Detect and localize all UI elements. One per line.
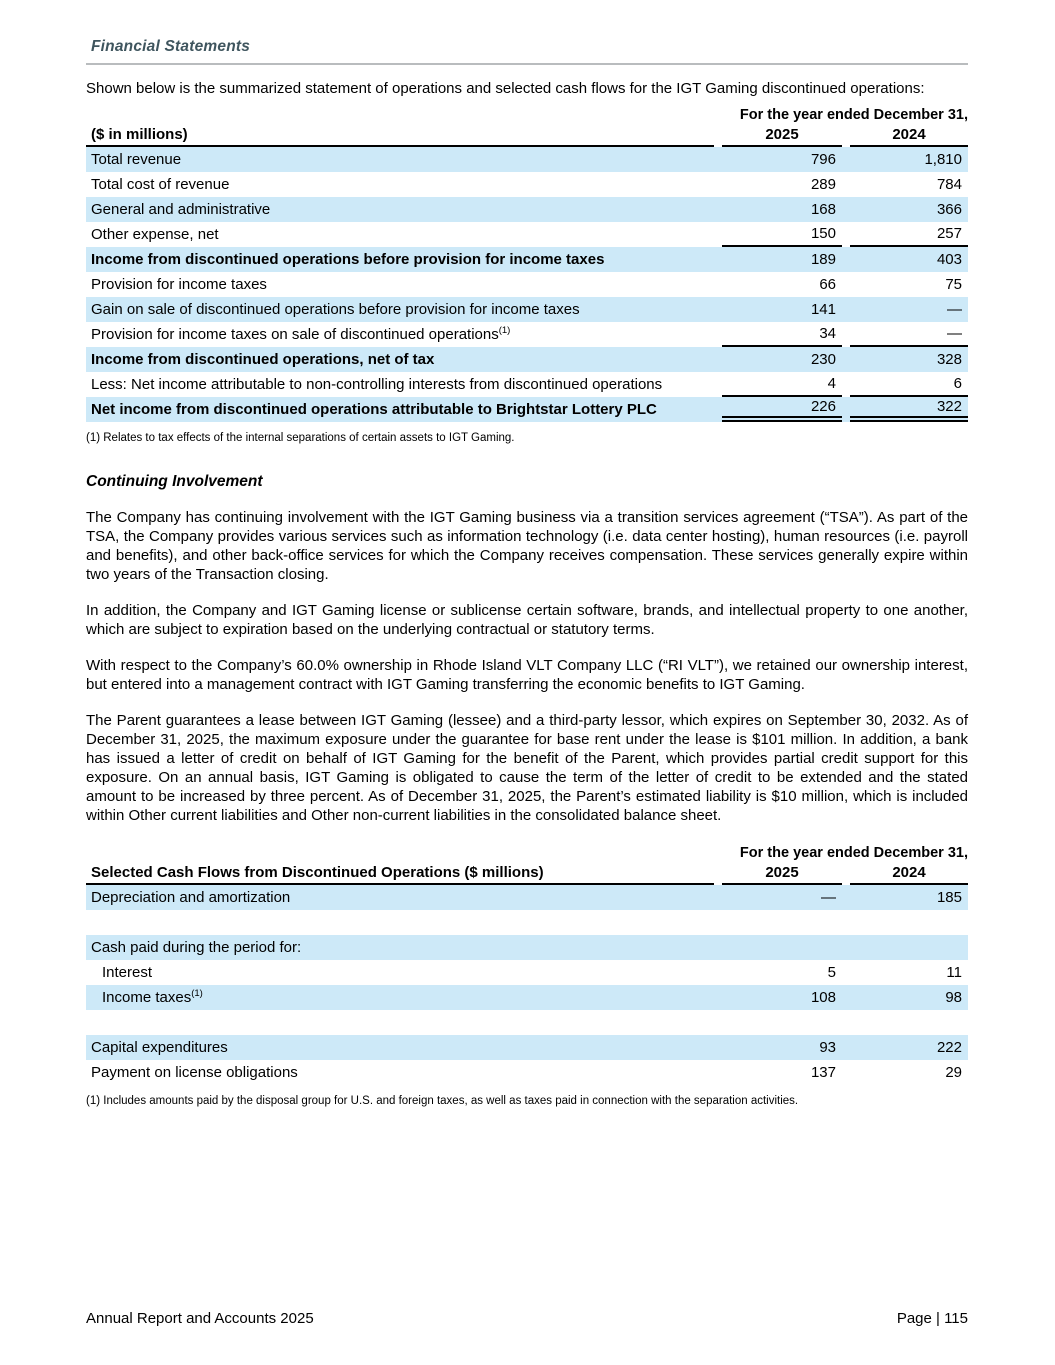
value-2024: 322 <box>850 397 968 422</box>
value-2025: 108 <box>810 989 836 1006</box>
value-2025: 289 <box>810 176 836 193</box>
value-2024: 98 <box>945 989 962 1006</box>
paragraph: With respect to the Company’s 60.0% ownership in Rhode Island VLT Company LLC (“RI VLT”), we retained our ownership interest, but entered into a management contract with IGT Gaming transferring the economic benefits to IGT Gaming. <box>86 657 968 693</box>
table-row <box>86 272 968 297</box>
table-row <box>86 935 968 960</box>
intro-paragraph: Shown below is the summarized statement of operations and selected cash flows for the IGT Gaming discontinued operations: <box>86 80 925 97</box>
value-2024: 328 <box>936 351 962 368</box>
value-2024: 1,810 <box>924 151 962 168</box>
footer-report-title: Annual Report and Accounts 2025 <box>86 1310 314 1327</box>
value-2025: 189 <box>810 251 836 268</box>
table-row <box>86 372 968 397</box>
table1-column-header-2024: 2024 <box>850 123 968 147</box>
row-label: Total cost of revenue <box>91 176 230 193</box>
value-2025: — <box>821 889 836 906</box>
value-2024: 257 <box>850 222 968 247</box>
value-2024: 75 <box>945 276 962 293</box>
table-row <box>86 1060 968 1085</box>
table1-header-row <box>86 123 968 147</box>
table2-body <box>86 885 968 1085</box>
paragraph: The Company has continuing involvement with the IGT Gaming business via a transition services agreement (“TSA”). As part of the TSA, the Company provides various services such as information technology (i.e. data center hosting), human resources (i.e. payroll and benefits), and other back-office services for which the Company receives compensation. These services generally expire within two years of the Transaction closing. <box>86 509 968 583</box>
value-2024: 366 <box>936 201 962 218</box>
row-label: Net income from discontinued operations attributable to Brightstar Lottery PLC <box>91 401 657 418</box>
row-label: General and administrative <box>91 201 271 218</box>
value-2024: 6 <box>850 372 968 397</box>
table1-body <box>86 147 968 422</box>
table-row <box>86 297 968 322</box>
table2-column-header-2025: 2025 <box>722 861 842 885</box>
value-2025 <box>722 935 842 960</box>
table-row <box>86 885 968 910</box>
footnote-marker: (1) <box>498 325 511 336</box>
value-2024: 185 <box>936 889 962 906</box>
footnote-marker: (1) <box>191 988 203 999</box>
value-2024 <box>850 935 968 960</box>
section-heading: Continuing Involvement <box>86 473 263 490</box>
table2-column-header-label: Selected Cash Flows from Discontinued Operations ($ millions) <box>86 861 714 885</box>
table-row <box>86 197 968 222</box>
value-2025: 230 <box>810 351 836 368</box>
table-spacer-row <box>86 1010 968 1035</box>
table-spacer-row <box>86 910 968 935</box>
row-label: Other expense, net <box>91 226 219 243</box>
row-label: Total revenue <box>91 151 182 168</box>
value-2025: 5 <box>827 964 836 981</box>
table2-period-header: For the year ended December 31, <box>739 845 968 861</box>
table-row <box>86 247 968 272</box>
table-row <box>86 960 968 985</box>
table1-column-header-label: ($ in millions) <box>86 123 714 147</box>
value-2024: 403 <box>936 251 962 268</box>
value-2025: 226 <box>722 397 842 422</box>
value-2024: 11 <box>946 964 962 981</box>
header-divider <box>86 63 968 65</box>
table2-column-header-2024: 2024 <box>850 861 968 885</box>
row-label: Capital expenditures <box>91 1039 228 1056</box>
footer-page-number: Page | 115 <box>896 1310 968 1327</box>
table-row <box>86 222 968 247</box>
value-2025: 137 <box>810 1064 836 1081</box>
row-label: Income from discontinued operations before provision for income taxes <box>91 251 605 268</box>
table-row <box>86 397 968 422</box>
page-footer <box>86 1310 968 1327</box>
value-2025: 34 <box>722 322 842 347</box>
value-2025: 4 <box>722 372 842 397</box>
value-2024: 29 <box>945 1064 962 1081</box>
value-2025: 141 <box>810 301 836 318</box>
table1-period-header: For the year ended December 31, <box>739 107 968 123</box>
table-row <box>86 322 968 347</box>
row-label: Interest <box>102 964 153 981</box>
table-row <box>86 1035 968 1060</box>
value-2025: 93 <box>819 1039 836 1056</box>
paragraph: The Parent guarantees a lease between IGT Gaming (lessee) and a third-party lessor, which expires on September 30, 2032. As of December 31, 2025, the maximum exposure under the guarantee for base rent under the lease is $101 million. In addition, a bank has issued a letter of credit on behalf of IGT Gaming for the benefit of the Parent, which provides partial credit support for this exposure. On an annual basis, IGT Gaming is obligated to cause the term of the letter of credit to be extended and the stated amount to be increased by three percent. As of December 31, 2025, the Parent’s estimated liability is $10 million, which is included within Other current liabilities and Other non-current liabilities in the consolidated balance sheet. <box>86 712 968 824</box>
row-label: Payment on license obligations <box>91 1064 298 1081</box>
table1-footnote: (1) Relates to tax effects of the internal separations of certain assets to IGT Gaming. <box>86 432 515 444</box>
row-label: Less: Net income attributable to non-controlling interests from discontinued operations <box>91 376 663 393</box>
row-label: Gain on sale of discontinued operations before provision for income taxes <box>91 301 580 318</box>
value-2024: — <box>947 301 962 318</box>
value-2025: 168 <box>810 201 836 218</box>
value-2025: 66 <box>819 276 836 293</box>
table-row <box>86 172 968 197</box>
table1-column-header-2025: 2025 <box>722 123 842 147</box>
paragraph: In addition, the Company and IGT Gaming license or sublicense certain software, brands, and intellectual property to one another, which are subject to expiration based on the underlying contractual or statutory terms. <box>86 602 968 638</box>
row-label: Provision for income taxes <box>91 276 267 293</box>
table-row <box>86 347 968 372</box>
row-label: Depreciation and amortization <box>91 889 291 906</box>
row-label: Cash paid during the period for: <box>91 939 302 956</box>
value-2024: — <box>850 322 968 347</box>
row-label: Provision for income taxes on sale of discontinued operations$^{(1)}$ <box>91 325 511 343</box>
table2-footnote: (1) Includes amounts paid by the disposal group for U.S. and foreign taxes, as well as taxes paid in connection with the separation activities. <box>86 1095 799 1107</box>
page-title: Financial Statements <box>91 38 251 55</box>
row-label: Income taxes$^{(1)}$ <box>102 988 203 1006</box>
value-2025: 150 <box>722 222 842 247</box>
value-2024: 222 <box>936 1039 962 1056</box>
table2-header-row <box>86 861 968 885</box>
row-label: Income from discontinued operations, net of tax <box>91 351 435 368</box>
table-row <box>86 985 968 1010</box>
value-2025: 796 <box>810 151 836 168</box>
table-row <box>86 147 968 172</box>
value-2024: 784 <box>936 176 962 193</box>
